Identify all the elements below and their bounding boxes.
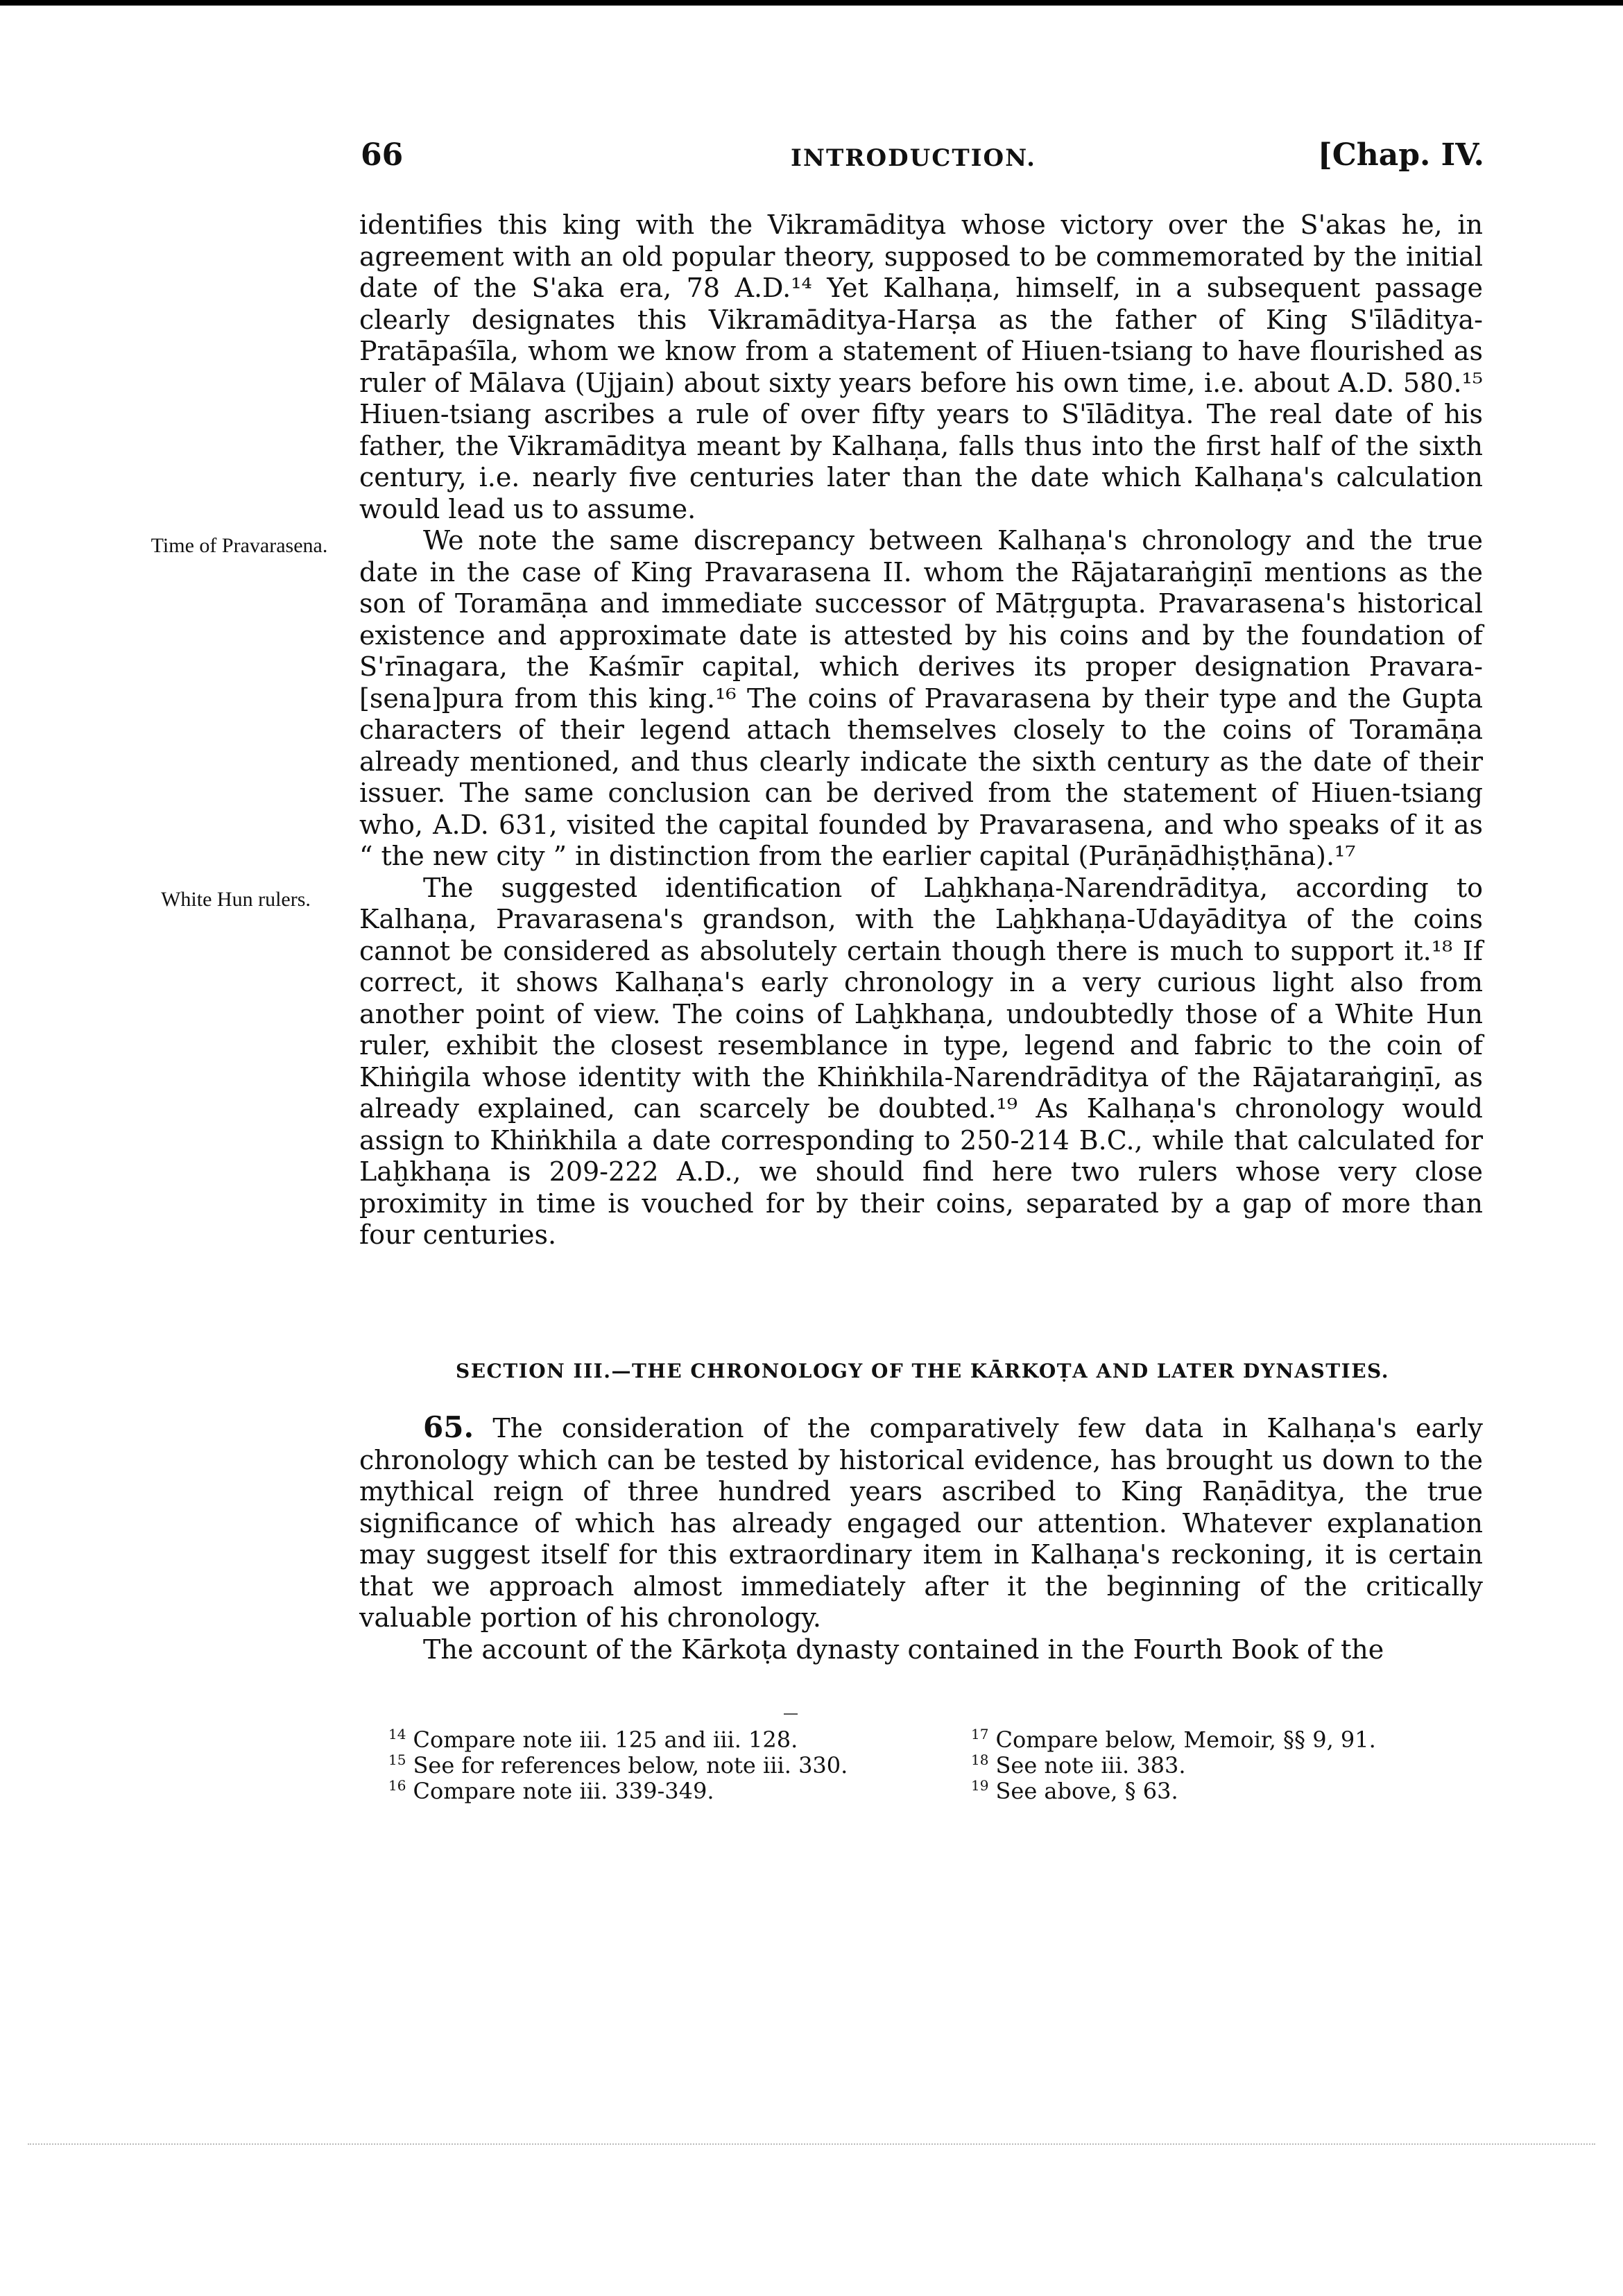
footnote-number: 16 [388,1777,406,1794]
footnote-text: See above, § 63. [995,1778,1178,1804]
page-number: 66 [361,137,404,173]
footnote-number: 14 [388,1726,406,1743]
paragraph-karkota: The account of the Kārkoṭa dynasty contained in the Fourth Book of the [423,1634,1384,1665]
footnote-number: 18 [971,1751,989,1769]
footnote [971,1753,1457,1779]
chapter-label: [Chap. IV. [1317,137,1484,173]
top-border [0,0,1623,6]
footnote-text: Compare note iii. 125 and iii. 128. [413,1727,798,1753]
footnote-number: 19 [971,1777,989,1794]
footnote [971,1779,1457,1804]
paragraph-number: 65. [423,1410,474,1444]
section-text [359,1412,1483,1665]
footnote [388,1727,874,1753]
section-heading: SECTION III.—THE CHRONOLOGY OF THE KĀRKOṬA AND LATER DYNASTIES. [455,1360,1390,1382]
footnote [971,1727,1457,1753]
paragraph-continuation: identifies this king with the Vikramāditya whose victory over the S'akas he, in agreement with an old popular theory, supposed to be commemorated by the initial date of the S'aka era, 78 A.D.¹⁴ Yet Kalhaṇa, himself, in a subsequent passage clearly designates this Vikramāditya-Harṣa as the father of King S'īlāditya-Pratāpaśīla, whom we know from a statement of Hiuen-tsiang to have flourished as ruler of Mālava (Ujjain) about sixty years before his own time, i.e. about A.D. 580.¹⁵ Hiuen-tsiang ascribes a rule of over fifty years to S'īlāditya. The real date of his father, the Vikramāditya meant by Kalhaṇa, falls thus into the first half of the sixth century, i.e. nearly five centuries later than the date which Kalhaṇa's calculation would lead us to assume. [359,209,1483,524]
paragraph-white-hun: The suggested identification of Laḫkhaṇa-Narendrāditya, according to Kalhaṇa, Pravarasena's grandson, with the Laḫkhaṇa-Udayāditya of the coins cannot be considered as absolutely certain though there is much to support it.¹⁸ If correct, it shows Kalhaṇa's early chronology in a very curious light also from another point of view. The coins of Laḫkhaṇa, undoubtedly those of a White Hun ruler, exhibit the closest resemblance in type, legend and fabric to the coin of Khiṅgila whose identity with the Khiṅkhila-Narendrāditya of the Rājataraṅgiṇī, as already explained, can scarcely be doubted.¹⁹ As Kalhaṇa's chronology would assign to Khiṅkhila a date corresponding to 250-214 B.C., while that calculated for Laḫkhaṇa is 209-222 A.D., we should find here two rulers whose very close proximity in time is vouched for by their coins, separated by a gap of more than four centuries. [359,872,1483,1250]
paragraph-pravarasena: We note the same discrepancy between Kalhaṇa's chronology and the true date in the case of King Pravarasena II. whom the Rājataraṅgiṇī mentions as the son of Toramāṇa and immediate successor of Mātṛgupta. Pravarasena's historical existence and approximate date is attested by his coins and by the foundation of S'rīnagara, the Kaśmīr capital, which derives its proper designation Pravara-[sena]pura from this king.¹⁶ The coins of Pravarasena by their type and the Gupta characters of their legend attach themselves closely to the coins of Toramāṇa already mentioned, and thus clearly indicate the sixth century as the date of their issuer. The same conclusion can be derived from the statement of Hiuen-tsiang who, A.D. 631, visited the capital founded by Pravarasena, and who speaks of it as “ the new city ” in distinction from the earlier capital (Purāṇādhiṣṭhāna).¹⁷ [359,525,1483,871]
footnote [388,1753,874,1779]
footnote-text: See note iii. 383. [995,1752,1186,1779]
paragraph-65 [359,1412,1483,1634]
footnotes-right [971,1727,1457,1804]
footnote-text: Compare below, Memoir, §§ 9, 91. [995,1727,1376,1753]
sidenote-white-hun: White Hun rulers. [161,888,311,911]
footnote [388,1779,874,1804]
footnote-text: Compare note iii. 339-349. [413,1778,714,1804]
footnote-divider [784,1713,798,1715]
footnote-text: See for references below, note iii. 330. [413,1752,848,1779]
footnotes-left [388,1727,874,1804]
footnote-number: 15 [388,1751,406,1769]
paragraph-65-text: The consideration of the comparatively few data in Kalhaṇa's early chronology which can be tested by historical evidence, has brought us down to the mythical reign of three hundred years ascribed to King Raṇāditya, the true significance of which has already engaged our attention. Whatever explanation may suggest itself for this extraordinary item in Kalhaṇa's reckoning, it is certain that we approach almost immediately after it the beginning of the critically valuable portion of his chronology. [359,1413,1483,1633]
sidenote-pravarasena: Time of Pravarasena. [151,534,328,557]
page-header [361,137,1484,193]
main-text [359,209,1483,1251]
running-title: INTRODUCTION. [791,144,1036,172]
scan-edge [28,2143,1595,2145]
footnote-number: 17 [971,1726,989,1743]
